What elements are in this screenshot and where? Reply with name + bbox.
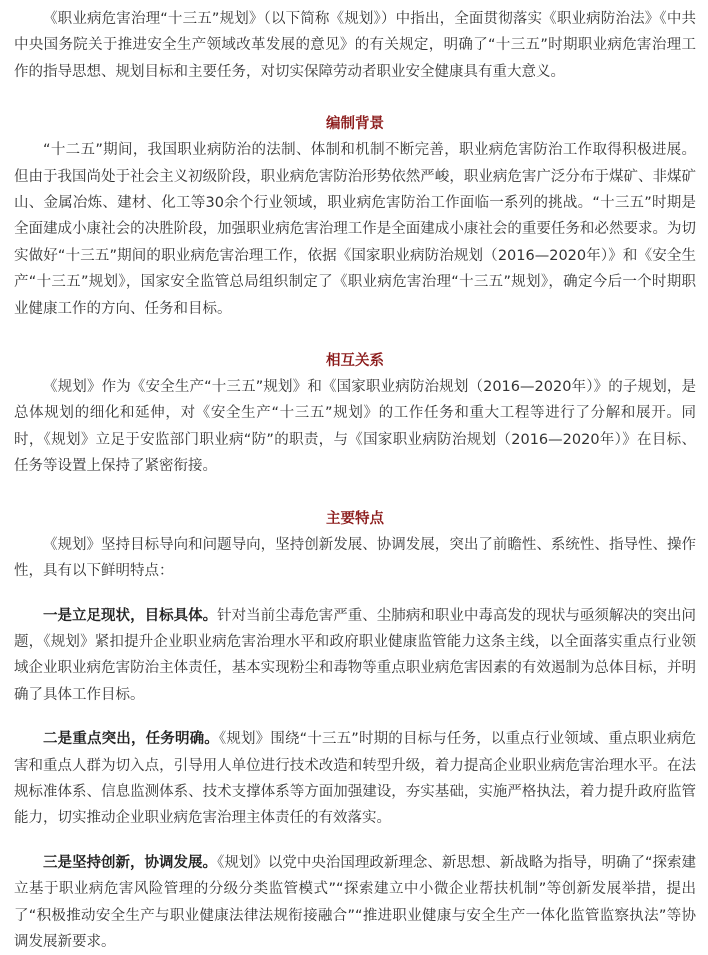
feature-item-1-text: 针对当前尘毒危害严重、尘肺病和职业中毒高发的现状与亟须解决的突出问题，《规划》紧扣提升企业职业病危害治理水平和政府职业健康监管能力这条主线，以全面落实重点行业领域企业职业病危害防治主体责任，基本实现粉尘和毒物等重点职业病危害因素的有效遏制为总体目标，并明确了具体工作目标。 (14, 607, 697, 703)
relation-paragraph: 《规划》作为《安全生产“十三五”规划》和《国家职业病防治规划（2016—2020年）》的子规划，是总体规划的细化和延伸，对《安全生产“十三五”规划》的工作任务和重大工程等进行了分解和展开。同时，《规划》立足于安监部门职业病“防”的职责，与《国家职业病防治规划（2016—2020年）》在目标、任务等设置上保持了紧密衔接。 (14, 379, 696, 475)
background-paragraph: “十二五”期间，我国职业病防治的法制、体制和机制不断完善，职业病危害防治工作取得积极进展。但由于我国尚处于社会主义初级阶段，职业病危害防治形势依然严峻，职业病危害广泛分布于煤矿、非煤矿山、金属冶炼、建材、化工等30余个行业领域，职业病危害防治工作面临一系列的挑战。“十三五”时期是全面建成小康社会的决胜阶段，加强职业病危害治理工作是全面建成小康社会的重要任务和必然要求。为切实做好“十三五”期间的职业病危害治理工作，依据《国家职业病防治规划（2016—2020年）》和《安全生产“十三五”规划》，国家安全监管总局组织制定了《职业病危害治理“十三五”规划》，确定今后一个时期职业健康工作的方向、任务和目标。 (14, 142, 696, 317)
feature-item-1-lead: 一是立足现状，目标具体。 (43, 607, 218, 624)
feature-item-3-lead: 三是坚持创新，协调发展。 (43, 854, 218, 871)
feature-item-1 (14, 603, 696, 709)
feature-item-2 (14, 726, 696, 832)
features-intro-paragraph: 《规划》坚持目标导向和问题导向，坚持创新发展、协调发展，突出了前瞻性、系统性、指导性、操作性，具有以下鲜明特点： (14, 536, 696, 580)
section-heading-background: 编制背景 (326, 116, 384, 133)
feature-item-3-text: 《规划》以党中央治国理政新理念、新思想、新战略为指导，明确了“探索建立基于职业病危害风险管理的分级分类监管模式”“探索建立中小微企业帮扶机制”等创新发展举措，提出了“积极推动安全生产与职业健康法律法规衔接融合”“推进职业健康与安全生产一体化监管监察执法”等协调发展新要求。 (14, 854, 696, 950)
feature-item-2-lead: 二是重点突出，任务明确。 (43, 731, 219, 748)
feature-item-3 (14, 850, 696, 955)
intro-paragraph: 《职业病危害治理“十三五”规划》（以下简称《规划》）中指出，全面贯彻落实《职业病防治法》《中共中央国务院关于推进安全生产领域改革发展的意见》的有关规定，明确了“十三五”时期职业病危害治理工作的指导思想、规划目标和主要任务，对切实保障劳动者职业安全健康具有重大意义。 (14, 11, 696, 80)
section-heading-relation: 相互关系 (326, 353, 384, 370)
feature-item-2-text: 《规划》围绕“十三五”时期的目标与任务，以重点行业领域、重点职业病危害和重点人群为切入点，引导用人单位进行技术改造和转型升级，着力提高企业职业病危害治理水平。在法规标准体系、信息监测体系、技术支撑体系等方面加强建设，夯实基础，实施严格执法，着力提升政府监管能力，切实推动企业职业病危害治理主体责任的有效落实。 (14, 731, 697, 827)
section-heading-features: 主要特点 (326, 510, 384, 527)
